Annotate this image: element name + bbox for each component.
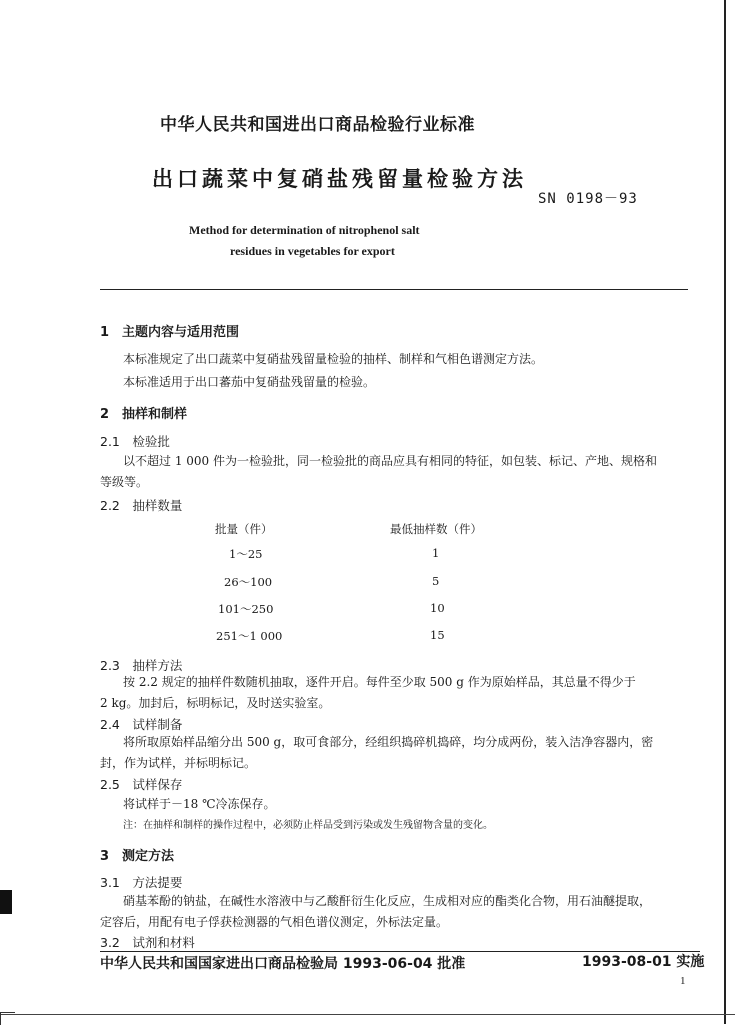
section-2-1-line-2: 等级等。 — [100, 475, 149, 489]
table-cell-batch: 26～100 — [224, 575, 273, 589]
table-cell-samples: 10 — [430, 601, 445, 615]
section-2-3-heading: 2.3 抽样方法 — [100, 658, 183, 673]
section-3-heading: 3 测定方法 — [100, 849, 175, 864]
standard-number: SN 0198－93 — [538, 191, 638, 207]
effective-date: 1993-08-01 实施 — [582, 954, 705, 970]
table-header-batch: 批量（件） — [215, 522, 273, 536]
section-2-3-line-1: 按 2.2 规定的抽样件数随机抽取，逐件开启。每件至少取 500 g 作为原始样品，其总量不得少于 — [123, 675, 636, 689]
section-1-paragraph-2: 本标准适用于出口蕃茄中复硝盐残留量的检验。 — [123, 375, 376, 389]
section-3-1-heading: 3.1 方法提要 — [100, 875, 183, 890]
section-3-2-heading: 3.2 试剂和材料 — [100, 935, 195, 950]
section-2-2-heading: 2.2 抽样数量 — [100, 498, 183, 513]
scan-edge-bottom — [0, 1014, 735, 1015]
section-2-5-line-1: 将试样于－18 ℃冷冻保存。 — [123, 797, 276, 811]
section-1-paragraph-1: 本标准规定了出口蔬菜中复硝盐残留量检验的抽样、制样和气相色谱测定方法。 — [123, 352, 544, 366]
scan-edge — [724, 0, 726, 1024]
section-2-heading: 2 抽样和制样 — [100, 407, 188, 422]
section-2-5-heading: 2.5 试样保存 — [100, 777, 183, 792]
organization-header: 中华人民共和国进出口商品检验行业标准 — [160, 115, 475, 135]
section-2-4-heading: 2.4 试样制备 — [100, 717, 183, 732]
section-2-1-line-1: 以不超过 1 000 件为一检验批，同一检验批的商品应具有相同的特征，如包装、标记、产地、规格和 — [123, 454, 657, 468]
table-header-min-samples: 最低抽样数（件） — [390, 522, 482, 536]
section-3-1-line-2: 定容后，用配有电子俘获检测器的气相色谱仪测定，外标法定量。 — [100, 915, 449, 929]
scan-corner — [0, 1012, 15, 1025]
table-cell-batch: 251～1 000 — [216, 629, 283, 643]
table-cell-samples: 5 — [432, 574, 440, 588]
section-2-3-line-2: 2 kg。加封后，标明标记，及时送实验室。 — [100, 696, 331, 710]
table-cell-batch: 101～250 — [218, 602, 274, 616]
table-cell-batch: 1～25 — [229, 547, 263, 561]
table-cell-samples: 15 — [430, 628, 445, 642]
page-number: 1 — [680, 975, 686, 987]
approval-issuer: 中华人民共和国国家进出口商品检验局 1993-06-04 批准 — [100, 956, 466, 972]
section-3-1-line-1: 硝基苯酚的钠盐，在碱性水溶液中与乙酸酐衍生化反应，生成相对应的酯类化合物，用石油醚提取， — [123, 894, 652, 908]
page-title: 出口蔬菜中复硝盐残留量检验方法 — [152, 167, 527, 191]
table-cell-samples: 1 — [432, 546, 440, 560]
section-1-heading: 1 主题内容与适用范围 — [100, 325, 240, 340]
sampling-note: 注：在抽样和制样的操作过程中，必须防止样品受到污染或发生残留物含量的变化。 — [123, 820, 493, 831]
section-2-4-line-1: 将所取原始样品缩分出 500 g，取可食部分，经组织捣碎机捣碎，均分成两份，装入洁净容器内，密 — [123, 735, 654, 749]
header-rule — [100, 289, 688, 290]
scan-mark — [0, 890, 12, 914]
english-title-line-2: residues in vegetables for export — [230, 244, 395, 258]
section-2-4-line-2: 封，作为试样，并标明标记。 — [100, 756, 257, 770]
section-2-1-heading: 2.1 检验批 — [100, 434, 170, 449]
english-title-line-1: Method for determination of nitrophenol salt — [189, 223, 420, 237]
